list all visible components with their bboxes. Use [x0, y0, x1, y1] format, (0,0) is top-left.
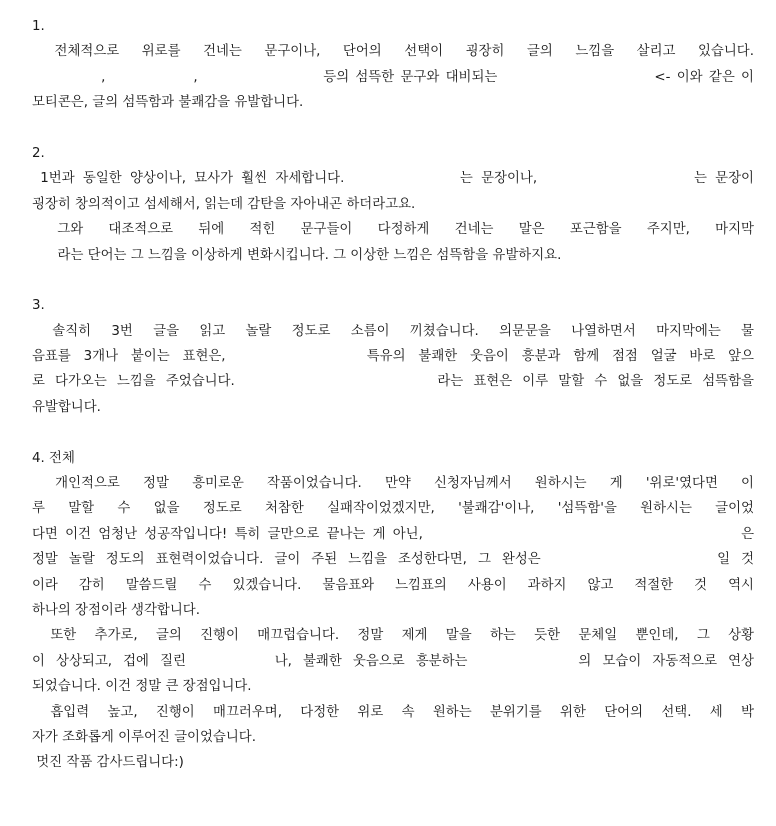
paragraph-line: 루 말할 수 없을 정도로 처참한 실패작이었겠지만, '불쾌감'이나, '섬뜩함'을 원하시는 글이었	[32, 501, 754, 517]
paragraph-line: 라는 단어는 그 느낌을 이상하게 변화시킵니다. 그 이상한 느낌은 섬뜩함을 유발하지요.	[32, 247, 562, 263]
paragraph-line: 음표를 3개나 붙이는 표현은, 특유의 불쾌한 웃음이 흥분과 함께 점점 얼굴 바로 앞으	[32, 349, 754, 365]
paragraph-line: 이라 감히 말씀드릴 수 있겠습니다. 물음표와 느낌표의 사용이 과하지 않고 적절한 것 역시	[32, 577, 754, 593]
paragraph-line: 정말 놀랄 정도의 표현력이었습니다. 글이 주된 느낌을 조성한다면, 그 완성은 일 것	[32, 552, 754, 568]
paragraph-line: 되었습니다. 이건 정말 큰 장점입니다.	[32, 679, 252, 695]
paragraph-line: 굉장히 창의적이고 섬세해서, 읽는데 감탄을 자아내곤 하더라고요.	[32, 196, 416, 212]
paragraph-line: 솔직히 3번 글을 읽고 놀랄 정도로 소름이 끼쳤습니다. 의문문을 나열하면서 마지막에는 물	[32, 323, 754, 339]
paragraph-line: 또한 추가로, 글의 진행이 매끄럽습니다. 정말 제게 말을 하는 듯한 문체일 뿐인데, 그 상황	[32, 628, 754, 644]
review-section	[32, 293, 754, 445]
section-heading: 3.	[32, 298, 45, 314]
paragraph-line: 멋진 작품 감사드립니다:)	[32, 755, 184, 771]
section-spacer	[32, 116, 754, 141]
paragraph-line: 유발합니다.	[32, 399, 101, 415]
paragraph-line: , , 등의 섬뜩한 문구와 대비되는 <- 이와 같은 이	[32, 69, 754, 85]
section-heading: 2.	[32, 145, 45, 161]
paragraph-line: 모티콘은, 글의 섬뜩함과 불쾌감을 유발합니다.	[32, 95, 304, 111]
paragraph-line: 전체적으로 위로를 건네는 문구이나, 단어의 선택이 굉장히 글의 느낌을 살리고 있습니다.	[32, 44, 754, 60]
paragraph-line: 로 다가오는 느낌을 주었습니다. 라는 표현은 이루 말할 수 없을 정도로 섬뜩함을	[32, 374, 754, 390]
review-body	[32, 14, 754, 776]
section-heading: 1.	[32, 19, 45, 34]
review-section	[32, 446, 754, 776]
paragraph-line: 개인적으로 정말 흥미로운 작품이었습니다. 만약 신청자님께서 원하시는 게 '위로'였다면 이	[32, 476, 754, 492]
section-heading: 4. 전체	[32, 450, 75, 466]
paragraph-line: 자가 조화롭게 이루어진 글이었습니다.	[32, 729, 256, 745]
section-spacer	[32, 268, 754, 293]
review-section	[32, 141, 754, 293]
review-section	[32, 14, 754, 141]
section-spacer	[32, 420, 754, 445]
paragraph-line: 하나의 장점이라 생각합니다.	[32, 602, 200, 618]
paragraph-line: 이 상상되고, 겁에 질린 나, 불쾌한 웃음으로 흥분하는 의 모습이 자동적으로 연상	[32, 653, 754, 669]
paragraph-line: 흡입력 높고, 진행이 매끄러우며, 다정한 위로 속 원하는 분위기를 위한 단어의 선택. 세 박	[32, 704, 754, 720]
paragraph-line: 1번과 동일한 양상이나, 묘사가 훨씬 자세합니다. 는 문장이나, 는 문장이	[32, 171, 754, 187]
paragraph-line: 그와 대조적으로 뒤에 적힌 문구들이 다정하게 건네는 말은 포근함을 주지만, 마지막	[32, 222, 754, 238]
paragraph-line: 다면 이건 엄청난 성공작입니다! 특히 글만으로 끝나는 게 아닌, 은	[32, 526, 754, 542]
